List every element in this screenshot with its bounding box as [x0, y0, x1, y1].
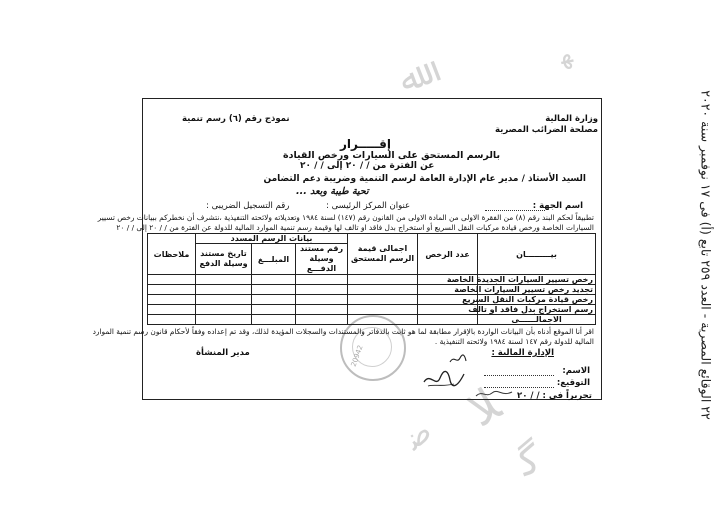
table-cell[interactable]: [296, 285, 348, 295]
table-cell[interactable]: [348, 275, 418, 285]
table-cell[interactable]: [196, 275, 252, 285]
ministry-name: وزارة المالية: [545, 114, 598, 124]
declaration-line-2: المالية للدولة رقم ١٤٧ لسنة ١٩٨٤ ولائحته التنفيذية .: [434, 337, 594, 346]
form-title: إقـــــرار: [340, 137, 391, 151]
row-label: رخص تسيير السيارات الجديدة الخاصة: [478, 275, 596, 285]
table-cell[interactable]: [348, 285, 418, 295]
table-cell[interactable]: [196, 305, 252, 315]
name-label: الاسم:: [562, 366, 590, 376]
header-payment-date: تاريخ مستند وسيلة الدفع: [196, 244, 252, 275]
handwritten-date-scribble: [474, 388, 514, 400]
table-cell[interactable]: [296, 315, 348, 325]
header-notes: ملاحظات: [148, 234, 196, 275]
watermark-stroke: ﻼ: [458, 376, 510, 438]
header-payment-no: رقم مستند وسيلة الدفـــع: [296, 244, 348, 275]
finance-dept-label: الإدارة المالية :: [491, 348, 554, 358]
table-cell[interactable]: [296, 305, 348, 315]
header-statement: بيـــــــــان: [478, 234, 596, 275]
name-field[interactable]: [484, 375, 554, 376]
entity-label: اسم الجهة :: [532, 201, 583, 211]
table-cell[interactable]: [348, 315, 418, 325]
table-row: [148, 295, 596, 305]
table-cell[interactable]: [148, 295, 196, 305]
watermark-stroke: ﺿ: [396, 413, 439, 458]
table-row: [148, 305, 596, 315]
header-total-fee: اجمالى قيمة الرسم المستحق: [348, 234, 418, 275]
intro-line-1: تطبيقاً لحكم البند رقم (٨) من الفقرة الاولى من المادة الاولى من القانون رقم (١٤٧) لسنة ١٩٨٤ وتعديلاته ولائحته التنفيذية ،نتشرف أن نخطركم ببيانات رخص تسيير: [97, 213, 594, 222]
authority-name: مصلحة الضرائب المصرية: [495, 125, 598, 135]
watermark-stroke: ﷲ: [393, 56, 427, 102]
table-row: [148, 275, 596, 285]
form-subtitle: بالرسم المستحق على السيارات ورخص القيادة: [283, 150, 501, 161]
table-cell[interactable]: [148, 275, 196, 285]
table-cell[interactable]: [296, 275, 348, 285]
table-cell[interactable]: [252, 285, 296, 295]
period-line: عن الفترة من / / ٢٠ إلى / / ٢٠: [300, 161, 435, 171]
table-total-row: [148, 315, 596, 325]
total-label: الاجمالــــــى: [478, 315, 596, 325]
gazette-side-caption: ٢٢ الوقائع المصرية - العدد ٢٥٩ تابع (أ) فى ١٧ نوفمبر سنة ٢٠٢٠: [698, 90, 714, 420]
fee-table: [147, 233, 596, 325]
addressee-line: السيد الأستاذ / مدير عام الإدارة العامة لرسم التنمية وضريبة دعم التضامن: [263, 174, 586, 184]
watermark-stroke: ﻬ: [557, 39, 575, 71]
seal-number: 20942: [349, 344, 365, 368]
table-cell[interactable]: [148, 305, 196, 315]
intro-line-2: السيارات الخاصة ورخص قيادة مركبات النقل السريع أو استخراج بدل فاقد او تالف لها وقيمة رسم تنمية الموارد المالية للدولة عن الفترة من / / ٢٠ إلى / / ٢٠: [116, 223, 594, 232]
table-cell[interactable]: [348, 295, 418, 305]
entity-field[interactable]: [485, 210, 545, 211]
hq-address-label: عنوان المركز الرئيسى :: [326, 201, 411, 211]
row-label: رخص قيادة مركبات النقل السريع: [478, 295, 596, 305]
table-cell[interactable]: [252, 275, 296, 285]
table-cell[interactable]: [196, 295, 252, 305]
table-cell[interactable]: [296, 295, 348, 305]
watermark-stroke: ﮔ: [513, 436, 546, 486]
row-label: رسم استخراج بدل فاقد او تالف: [478, 305, 596, 315]
form-number: نموذج رقم (٦) رسم تنمية: [182, 114, 290, 124]
declaration-line-1: اقر أنا الموقع أدناه بأن البيانات الواردة بالإقرار مطابقة لما هو ثابت بالدفاتر والمستندات والسجلات المؤيدة لذلك، وقد تم إعداده وفقاً لأحكام قانون رسم تنمية الموارد: [92, 327, 594, 336]
table-cell[interactable]: [196, 285, 252, 295]
table-cell[interactable]: [252, 295, 296, 305]
header-paid-group: بيانات الرسم المسدد: [196, 234, 348, 244]
handwritten-initials: [448, 353, 468, 365]
table-cell[interactable]: [148, 285, 196, 295]
row-label: تجديد رخص تسيير السيارات الخاصة: [478, 285, 596, 295]
table-cell[interactable]: [148, 315, 196, 325]
header-amount: المبلـــغ: [252, 244, 296, 275]
signature-label: التوقيع:: [556, 378, 590, 388]
table-row: [148, 285, 596, 295]
handwritten-signature: [420, 368, 466, 390]
date-written: تحريراً فى : / / ٢٠: [517, 391, 592, 401]
header-count: عدد الرخص: [418, 234, 478, 275]
table-cell[interactable]: [418, 315, 478, 325]
manager-label: مدير المنشأة: [196, 348, 250, 358]
table-cell[interactable]: [348, 305, 418, 315]
table-cell[interactable]: [196, 315, 252, 325]
table-cell[interactable]: [252, 305, 296, 315]
greeting: تحية طيبة وبعد ...: [296, 186, 369, 197]
tax-no-label: رقم التسجيل الضريبى :: [206, 201, 290, 211]
table-cell[interactable]: [252, 315, 296, 325]
